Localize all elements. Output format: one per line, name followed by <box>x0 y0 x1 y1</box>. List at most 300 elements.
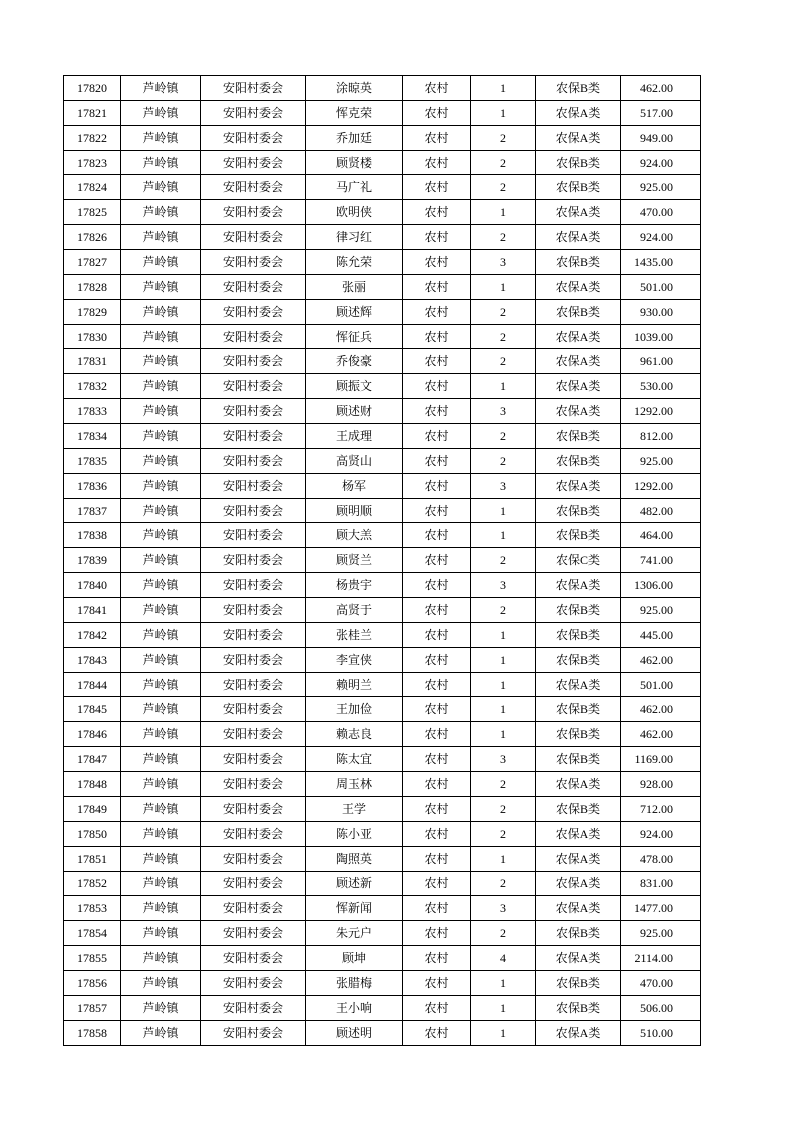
cell-village: 安阳村委会 <box>201 622 306 647</box>
cell-town: 芦岭镇 <box>121 946 201 971</box>
cell-amount: 1292.00 <box>621 473 701 498</box>
table-row <box>64 821 701 846</box>
cell-town: 芦岭镇 <box>121 747 201 772</box>
cell-town: 芦岭镇 <box>121 225 201 250</box>
cell-type: 农村 <box>403 772 471 797</box>
cell-village: 安阳村委会 <box>201 150 306 175</box>
table-row <box>64 498 701 523</box>
cell-town: 芦岭镇 <box>121 150 201 175</box>
cell-type: 农村 <box>403 548 471 573</box>
cell-type: 农村 <box>403 150 471 175</box>
cell-amount: 510.00 <box>621 1020 701 1045</box>
cell-amount: 928.00 <box>621 772 701 797</box>
cell-count: 1 <box>471 498 536 523</box>
cell-category: 农保B类 <box>536 299 621 324</box>
cell-town: 芦岭镇 <box>121 100 201 125</box>
cell-town: 芦岭镇 <box>121 622 201 647</box>
cell-name: 陶照英 <box>306 846 403 871</box>
cell-type: 农村 <box>403 200 471 225</box>
table-row <box>64 76 701 101</box>
cell-amount: 930.00 <box>621 299 701 324</box>
cell-count: 2 <box>471 324 536 349</box>
cell-count: 1 <box>471 76 536 101</box>
cell-count: 2 <box>471 424 536 449</box>
cell-village: 安阳村委会 <box>201 399 306 424</box>
table-row <box>64 846 701 871</box>
cell-town: 芦岭镇 <box>121 821 201 846</box>
cell-id: 17827 <box>64 250 121 275</box>
cell-count: 3 <box>471 473 536 498</box>
table-body <box>64 76 701 1046</box>
cell-id: 17842 <box>64 622 121 647</box>
cell-town: 芦岭镇 <box>121 647 201 672</box>
cell-count: 2 <box>471 349 536 374</box>
cell-category: 农保A类 <box>536 896 621 921</box>
cell-type: 农村 <box>403 896 471 921</box>
cell-amount: 517.00 <box>621 100 701 125</box>
cell-village: 安阳村委会 <box>201 424 306 449</box>
cell-name: 陈允荣 <box>306 250 403 275</box>
table-row <box>64 573 701 598</box>
cell-amount: 925.00 <box>621 175 701 200</box>
cell-village: 安阳村委会 <box>201 250 306 275</box>
cell-count: 2 <box>471 448 536 473</box>
cell-name: 陈小亚 <box>306 821 403 846</box>
cell-count: 1 <box>471 722 536 747</box>
cell-category: 农保B类 <box>536 722 621 747</box>
cell-category: 农保B类 <box>536 647 621 672</box>
cell-count: 3 <box>471 896 536 921</box>
cell-type: 农村 <box>403 175 471 200</box>
cell-category: 农保B类 <box>536 523 621 548</box>
cell-count: 2 <box>471 921 536 946</box>
cell-type: 农村 <box>403 399 471 424</box>
cell-village: 安阳村委会 <box>201 349 306 374</box>
cell-amount: 2114.00 <box>621 946 701 971</box>
cell-village: 安阳村委会 <box>201 672 306 697</box>
cell-id: 17833 <box>64 399 121 424</box>
cell-category: 农保B类 <box>536 921 621 946</box>
cell-count: 2 <box>471 772 536 797</box>
cell-id: 17834 <box>64 424 121 449</box>
cell-village: 安阳村委会 <box>201 225 306 250</box>
cell-id: 17824 <box>64 175 121 200</box>
cell-id: 17832 <box>64 374 121 399</box>
cell-category: 农保A类 <box>536 125 621 150</box>
cell-type: 农村 <box>403 970 471 995</box>
table-row <box>64 622 701 647</box>
cell-count: 1 <box>471 995 536 1020</box>
cell-name: 王成理 <box>306 424 403 449</box>
cell-id: 17854 <box>64 921 121 946</box>
cell-type: 农村 <box>403 722 471 747</box>
cell-category: 农保A类 <box>536 846 621 871</box>
cell-village: 安阳村委会 <box>201 796 306 821</box>
cell-category: 农保B类 <box>536 175 621 200</box>
cell-village: 安阳村委会 <box>201 274 306 299</box>
table-row <box>64 150 701 175</box>
cell-town: 芦岭镇 <box>121 722 201 747</box>
cell-town: 芦岭镇 <box>121 274 201 299</box>
cell-name: 顾贤楼 <box>306 150 403 175</box>
cell-village: 安阳村委会 <box>201 299 306 324</box>
cell-category: 农保A类 <box>536 672 621 697</box>
cell-id: 17853 <box>64 896 121 921</box>
cell-type: 农村 <box>403 299 471 324</box>
cell-category: 农保B类 <box>536 598 621 623</box>
cell-name: 顾贤兰 <box>306 548 403 573</box>
cell-count: 2 <box>471 821 536 846</box>
cell-name: 高贤山 <box>306 448 403 473</box>
cell-village: 安阳村委会 <box>201 871 306 896</box>
cell-name: 涂晾英 <box>306 76 403 101</box>
cell-village: 安阳村委会 <box>201 995 306 1020</box>
cell-count: 1 <box>471 1020 536 1045</box>
cell-id: 17849 <box>64 796 121 821</box>
cell-name: 王小响 <box>306 995 403 1020</box>
cell-amount: 462.00 <box>621 647 701 672</box>
cell-name: 张桂兰 <box>306 622 403 647</box>
cell-id: 17844 <box>64 672 121 697</box>
cell-amount: 501.00 <box>621 274 701 299</box>
cell-village: 安阳村委会 <box>201 374 306 399</box>
cell-id: 17821 <box>64 100 121 125</box>
table-row <box>64 523 701 548</box>
cell-town: 芦岭镇 <box>121 473 201 498</box>
cell-category: 农保A类 <box>536 1020 621 1045</box>
cell-category: 农保B类 <box>536 448 621 473</box>
cell-village: 安阳村委会 <box>201 722 306 747</box>
cell-amount: 1435.00 <box>621 250 701 275</box>
cell-count: 1 <box>471 523 536 548</box>
cell-type: 农村 <box>403 274 471 299</box>
cell-count: 1 <box>471 846 536 871</box>
cell-count: 3 <box>471 573 536 598</box>
cell-town: 芦岭镇 <box>121 448 201 473</box>
cell-amount: 1039.00 <box>621 324 701 349</box>
cell-town: 芦岭镇 <box>121 349 201 374</box>
cell-name: 律习红 <box>306 225 403 250</box>
cell-category: 农保B类 <box>536 424 621 449</box>
cell-town: 芦岭镇 <box>121 399 201 424</box>
cell-amount: 812.00 <box>621 424 701 449</box>
cell-village: 安阳村委会 <box>201 846 306 871</box>
cell-village: 安阳村委会 <box>201 100 306 125</box>
table-row <box>64 921 701 946</box>
cell-town: 芦岭镇 <box>121 1020 201 1045</box>
cell-category: 农保B类 <box>536 995 621 1020</box>
cell-village: 安阳村委会 <box>201 946 306 971</box>
cell-village: 安阳村委会 <box>201 573 306 598</box>
table-row <box>64 970 701 995</box>
cell-count: 1 <box>471 672 536 697</box>
table-row <box>64 672 701 697</box>
cell-type: 农村 <box>403 100 471 125</box>
cell-id: 17841 <box>64 598 121 623</box>
cell-count: 2 <box>471 150 536 175</box>
cell-village: 安阳村委会 <box>201 697 306 722</box>
table-row <box>64 299 701 324</box>
cell-town: 芦岭镇 <box>121 175 201 200</box>
cell-count: 3 <box>471 747 536 772</box>
cell-count: 1 <box>471 647 536 672</box>
cell-town: 芦岭镇 <box>121 125 201 150</box>
cell-type: 农村 <box>403 697 471 722</box>
cell-name: 朱元户 <box>306 921 403 946</box>
cell-category: 农保B类 <box>536 250 621 275</box>
cell-name: 赖志良 <box>306 722 403 747</box>
cell-id: 17856 <box>64 970 121 995</box>
table-row <box>64 1020 701 1045</box>
cell-category: 农保B类 <box>536 498 621 523</box>
cell-name: 周玉林 <box>306 772 403 797</box>
table-row <box>64 374 701 399</box>
cell-amount: 506.00 <box>621 995 701 1020</box>
cell-id: 17858 <box>64 1020 121 1045</box>
cell-category: 农保A类 <box>536 274 621 299</box>
cell-count: 2 <box>471 175 536 200</box>
cell-name: 高贤于 <box>306 598 403 623</box>
table-row <box>64 100 701 125</box>
cell-type: 农村 <box>403 76 471 101</box>
cell-amount: 741.00 <box>621 548 701 573</box>
cell-town: 芦岭镇 <box>121 672 201 697</box>
table-row <box>64 225 701 250</box>
cell-id: 17825 <box>64 200 121 225</box>
cell-id: 17829 <box>64 299 121 324</box>
cell-village: 安阳村委会 <box>201 970 306 995</box>
cell-village: 安阳村委会 <box>201 125 306 150</box>
cell-town: 芦岭镇 <box>121 970 201 995</box>
cell-village: 安阳村委会 <box>201 448 306 473</box>
cell-amount: 949.00 <box>621 125 701 150</box>
cell-amount: 831.00 <box>621 871 701 896</box>
cell-count: 4 <box>471 946 536 971</box>
cell-name: 王学 <box>306 796 403 821</box>
cell-type: 农村 <box>403 473 471 498</box>
cell-village: 安阳村委会 <box>201 821 306 846</box>
cell-type: 农村 <box>403 995 471 1020</box>
table-row <box>64 871 701 896</box>
cell-id: 17857 <box>64 995 121 1020</box>
cell-type: 农村 <box>403 573 471 598</box>
table-row <box>64 722 701 747</box>
cell-village: 安阳村委会 <box>201 772 306 797</box>
cell-town: 芦岭镇 <box>121 76 201 101</box>
cell-name: 恽新闻 <box>306 896 403 921</box>
cell-type: 农村 <box>403 1020 471 1045</box>
cell-town: 芦岭镇 <box>121 995 201 1020</box>
table-row <box>64 473 701 498</box>
cell-category: 农保A类 <box>536 225 621 250</box>
cell-village: 安阳村委会 <box>201 1020 306 1045</box>
cell-amount: 445.00 <box>621 622 701 647</box>
cell-type: 农村 <box>403 747 471 772</box>
cell-count: 3 <box>471 250 536 275</box>
cell-count: 2 <box>471 598 536 623</box>
cell-town: 芦岭镇 <box>121 598 201 623</box>
cell-count: 1 <box>471 200 536 225</box>
cell-category: 农保A类 <box>536 100 621 125</box>
cell-name: 顾振文 <box>306 374 403 399</box>
cell-category: 农保A类 <box>536 324 621 349</box>
cell-id: 17848 <box>64 772 121 797</box>
cell-type: 农村 <box>403 374 471 399</box>
cell-category: 农保A类 <box>536 374 621 399</box>
cell-town: 芦岭镇 <box>121 697 201 722</box>
cell-name: 张腊梅 <box>306 970 403 995</box>
cell-village: 安阳村委会 <box>201 921 306 946</box>
cell-amount: 470.00 <box>621 970 701 995</box>
cell-village: 安阳村委会 <box>201 598 306 623</box>
table-row <box>64 647 701 672</box>
cell-name: 顾述财 <box>306 399 403 424</box>
cell-name: 顾述明 <box>306 1020 403 1045</box>
cell-amount: 1169.00 <box>621 747 701 772</box>
cell-amount: 1292.00 <box>621 399 701 424</box>
cell-amount: 712.00 <box>621 796 701 821</box>
cell-type: 农村 <box>403 349 471 374</box>
table-row <box>64 747 701 772</box>
cell-village: 安阳村委会 <box>201 896 306 921</box>
cell-amount: 961.00 <box>621 349 701 374</box>
cell-type: 农村 <box>403 796 471 821</box>
cell-count: 2 <box>471 548 536 573</box>
cell-name: 李宣侠 <box>306 647 403 672</box>
cell-town: 芦岭镇 <box>121 523 201 548</box>
cell-count: 1 <box>471 100 536 125</box>
cell-name: 顾述辉 <box>306 299 403 324</box>
cell-amount: 478.00 <box>621 846 701 871</box>
cell-amount: 1477.00 <box>621 896 701 921</box>
cell-count: 1 <box>471 274 536 299</box>
cell-town: 芦岭镇 <box>121 772 201 797</box>
cell-category: 农保B类 <box>536 747 621 772</box>
cell-category: 农保B类 <box>536 76 621 101</box>
cell-amount: 462.00 <box>621 76 701 101</box>
cell-name: 赖明兰 <box>306 672 403 697</box>
cell-count: 1 <box>471 374 536 399</box>
cell-category: 农保B类 <box>536 970 621 995</box>
table-row <box>64 946 701 971</box>
cell-town: 芦岭镇 <box>121 548 201 573</box>
cell-name: 王加俭 <box>306 697 403 722</box>
cell-count: 2 <box>471 796 536 821</box>
cell-name: 恽克荣 <box>306 100 403 125</box>
cell-type: 农村 <box>403 498 471 523</box>
table-row <box>64 697 701 722</box>
cell-id: 17852 <box>64 871 121 896</box>
cell-type: 农村 <box>403 946 471 971</box>
cell-name: 杨军 <box>306 473 403 498</box>
cell-type: 农村 <box>403 523 471 548</box>
table-row <box>64 274 701 299</box>
cell-town: 芦岭镇 <box>121 250 201 275</box>
cell-id: 17820 <box>64 76 121 101</box>
cell-amount: 482.00 <box>621 498 701 523</box>
cell-id: 17831 <box>64 349 121 374</box>
cell-village: 安阳村委会 <box>201 175 306 200</box>
table-row <box>64 448 701 473</box>
cell-id: 17828 <box>64 274 121 299</box>
cell-village: 安阳村委会 <box>201 324 306 349</box>
cell-category: 农保A类 <box>536 349 621 374</box>
cell-town: 芦岭镇 <box>121 896 201 921</box>
benefits-table <box>63 75 701 1046</box>
cell-town: 芦岭镇 <box>121 498 201 523</box>
cell-name: 马广礼 <box>306 175 403 200</box>
table-row <box>64 796 701 821</box>
cell-type: 农村 <box>403 448 471 473</box>
cell-category: 农保B类 <box>536 150 621 175</box>
cell-category: 农保B类 <box>536 622 621 647</box>
cell-count: 2 <box>471 871 536 896</box>
cell-village: 安阳村委会 <box>201 647 306 672</box>
cell-name: 顾述新 <box>306 871 403 896</box>
cell-type: 农村 <box>403 821 471 846</box>
cell-name: 乔俊豪 <box>306 349 403 374</box>
cell-town: 芦岭镇 <box>121 573 201 598</box>
table-row <box>64 250 701 275</box>
table-row <box>64 995 701 1020</box>
cell-count: 2 <box>471 125 536 150</box>
cell-id: 17839 <box>64 548 121 573</box>
cell-amount: 925.00 <box>621 921 701 946</box>
cell-id: 17855 <box>64 946 121 971</box>
cell-amount: 530.00 <box>621 374 701 399</box>
cell-town: 芦岭镇 <box>121 200 201 225</box>
cell-id: 17822 <box>64 125 121 150</box>
cell-amount: 924.00 <box>621 150 701 175</box>
cell-type: 农村 <box>403 647 471 672</box>
cell-type: 农村 <box>403 324 471 349</box>
cell-type: 农村 <box>403 846 471 871</box>
cell-town: 芦岭镇 <box>121 324 201 349</box>
table-row <box>64 598 701 623</box>
cell-village: 安阳村委会 <box>201 76 306 101</box>
cell-count: 1 <box>471 970 536 995</box>
cell-id: 17851 <box>64 846 121 871</box>
cell-category: 农保A类 <box>536 871 621 896</box>
cell-village: 安阳村委会 <box>201 523 306 548</box>
cell-id: 17850 <box>64 821 121 846</box>
cell-type: 农村 <box>403 871 471 896</box>
cell-amount: 470.00 <box>621 200 701 225</box>
table-row <box>64 200 701 225</box>
cell-amount: 924.00 <box>621 225 701 250</box>
cell-town: 芦岭镇 <box>121 796 201 821</box>
cell-category: 农保B类 <box>536 697 621 722</box>
cell-type: 农村 <box>403 125 471 150</box>
cell-category: 农保B类 <box>536 796 621 821</box>
cell-category: 农保A类 <box>536 573 621 598</box>
table-row <box>64 548 701 573</box>
cell-amount: 462.00 <box>621 697 701 722</box>
cell-id: 17823 <box>64 150 121 175</box>
cell-amount: 1306.00 <box>621 573 701 598</box>
cell-village: 安阳村委会 <box>201 747 306 772</box>
cell-amount: 462.00 <box>621 722 701 747</box>
cell-category: 农保C类 <box>536 548 621 573</box>
cell-amount: 925.00 <box>621 598 701 623</box>
cell-village: 安阳村委会 <box>201 548 306 573</box>
cell-id: 17826 <box>64 225 121 250</box>
cell-name: 乔加廷 <box>306 125 403 150</box>
cell-id: 17837 <box>64 498 121 523</box>
cell-id: 17846 <box>64 722 121 747</box>
cell-name: 陈太宜 <box>306 747 403 772</box>
table-row <box>64 125 701 150</box>
